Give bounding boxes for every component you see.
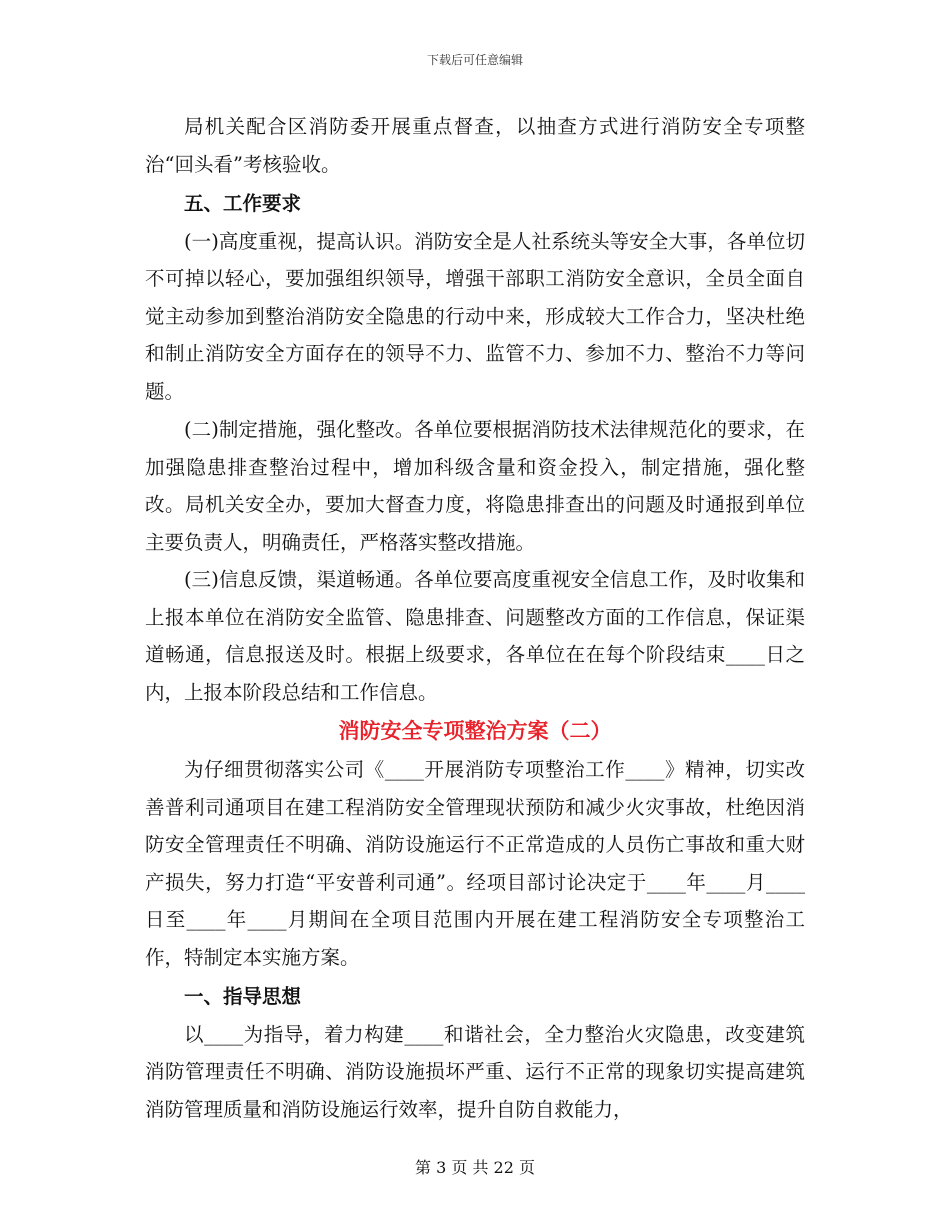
paragraph-inspection: 局机关配合区消防委开展重点督查，以抽查方式进行消防安全专项整治“回头看”考核验收。 <box>145 115 805 176</box>
section-heading-guiding-ideology: 一、指导思想 <box>184 985 302 1008</box>
paragraph-intro: 为仔细贯彻落实公司《____开展消防专项整治工作____》精神，切实改善普利司通项目在建工程消防安全管理现状预防和减少火灾事故，杜绝因消防安全管理责任不明确、消防设施运行不正常造成的人员伤亡事故和重大财产损失，努力打造“平安普利司通”。经项目部讨论决定于____年____月____日至____年____月期间在全项目范围内开展在建工程消防安全专项整治工作，特制定本实施方案。 <box>145 758 805 969</box>
page-footer: 第 3 页 共 22 页 <box>415 1158 535 1177</box>
section-heading-work-requirements: 五、工作要求 <box>184 192 302 215</box>
document-body <box>145 108 805 1128</box>
plan-title: 消防安全专项整治方案（二） <box>338 718 612 743</box>
paragraph-requirement-1: (一)高度重视，提高认识。消防安全是人社系统头等安全大事，各单位切不可掉以轻心，要加强组织领导，增强干部职工消防安全意识，全员全面自觉主动参加到整治消防安全隐患的行动中来，形成较大工作合力，坚决杜绝和制止消防安全方面存在的领导不力、监管不力、参加不力、整治不力等问题。 <box>145 229 805 403</box>
paragraph-guiding-ideology: 以____为指导，着力构建____和谐社会，全力整治火灾隐患，改变建筑消防管理责任不明确、消防设施损坏严重、运行不正常的现象切实提高建筑消防管理质量和消防设施运行效率，提升自防自救能力， <box>145 1022 805 1121</box>
header-note: 下载后可任意编辑 <box>426 53 523 67</box>
paragraph-requirement-2: (二)制定措施，强化整改。各单位要根据消防技术法律规范化的要求，在加强隐患排查整治过程中，增加科级含量和资金投入，制定措施，强化整改。局机关安全办，要加大督查力度，将隐患排查出的问题及时通报到单位主要负责人，明确责任，严格落实整改措施。 <box>145 418 805 554</box>
paragraph-requirement-3: (三)信息反馈，渠道畅通。各单位要高度重视安全信息工作，及时收集和上报本单位在消防安全监管、隐患排查、问题整改方面的工作信息，保证渠道畅通，信息报送及时。根据上级要求，各单位在在每个阶段结束____日之内，上报本阶段总结和工作信息。 <box>145 568 805 704</box>
